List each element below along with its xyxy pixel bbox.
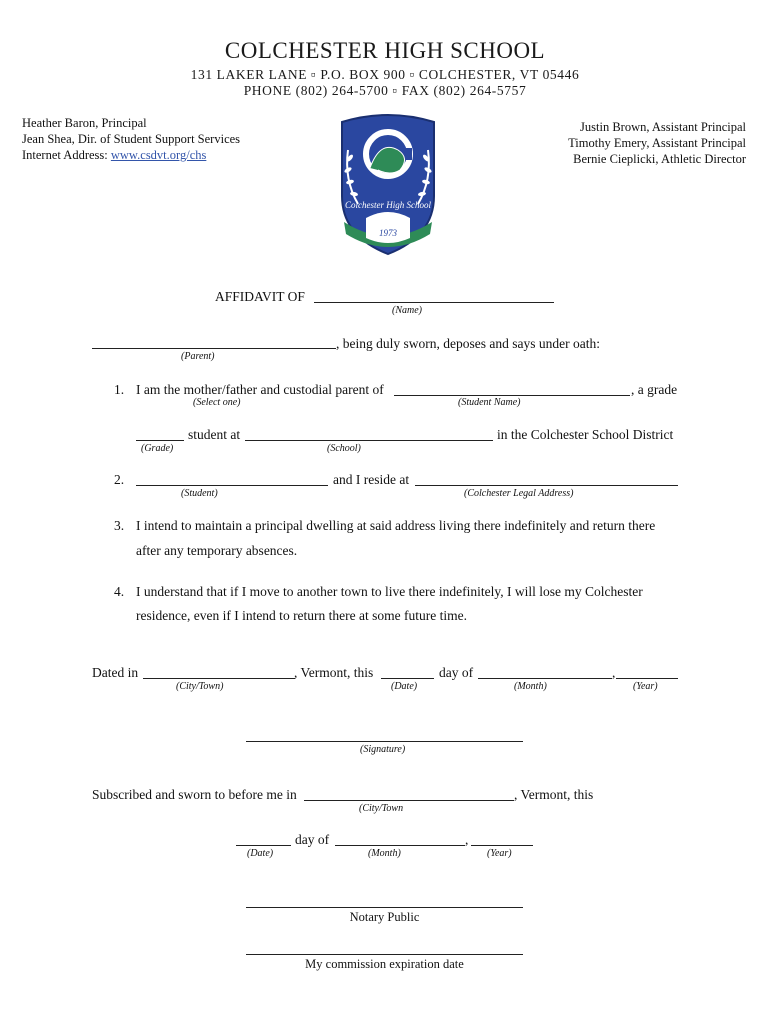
commission-line[interactable] — [246, 954, 523, 955]
signature-line[interactable] — [246, 741, 523, 742]
date-caption: (Date) — [391, 681, 418, 692]
notary-public-label: Notary Public — [349, 910, 420, 924]
assistant-principal-2: Timothy Emery, Assistant Principal — [568, 136, 746, 150]
dated-year-line[interactable] — [616, 678, 678, 679]
dated-month-line[interactable] — [478, 678, 612, 679]
dated-comma: , — [612, 665, 616, 680]
item-3-line-2: after any temporary absences. — [136, 543, 298, 558]
month-caption: (Month) — [514, 681, 547, 692]
grade-line[interactable] — [136, 440, 184, 441]
dated-in-label: Dated in — [92, 665, 139, 680]
parent-caption: (Parent) — [181, 351, 215, 362]
item-2-number: 2. — [114, 472, 125, 487]
city-town-caption: (City/Town) — [176, 681, 224, 692]
sworn-month-line[interactable] — [335, 845, 465, 846]
school-address: 131 LAKER LANE ▫ P.O. BOX 900 ▫ COLCHESTER, VT 05446 — [190, 67, 580, 82]
item-4-number: 4. — [114, 584, 125, 599]
item-4-line-2: residence, even if I intend to return there at some future time. — [136, 608, 467, 623]
sworn-year-line[interactable] — [471, 845, 533, 846]
school-crest-logo — [330, 110, 446, 258]
vermont-this-text: , Vermont, this — [294, 665, 374, 680]
website-link[interactable]: www.csdvt.org/chs — [110, 148, 207, 162]
select-one-caption: (Select one) — [193, 397, 241, 408]
year-caption: (Year) — [633, 681, 658, 692]
parent-line[interactable] — [92, 348, 336, 349]
dated-city-line[interactable] — [143, 678, 295, 679]
year-caption-2: (Year) — [487, 848, 512, 859]
student-services-line: Jean Shea, Dir. of Student Support Services — [22, 132, 241, 146]
reside-at-text: and I reside at — [333, 472, 410, 487]
school-caption: (School) — [327, 443, 361, 454]
day-of-text: day of — [439, 665, 474, 680]
name-caption: (Name) — [392, 305, 422, 316]
logo-year: 1973 — [379, 228, 397, 238]
school-line[interactable] — [245, 440, 493, 441]
student-name-line[interactable] — [394, 395, 630, 396]
subscribed-label: Subscribed and sworn to before me in — [92, 787, 297, 802]
legal-address-caption: (Colchester Legal Address) — [464, 488, 574, 499]
internet-label: Internet Address: — [22, 148, 111, 162]
name-line[interactable] — [314, 302, 554, 303]
student-at-text: student at — [188, 427, 241, 442]
sworn-comma: , — [465, 832, 469, 847]
affidavit-of-label: AFFIDAVIT OF — [215, 289, 305, 304]
item-1-number: 1. — [114, 382, 125, 397]
day-of-text-2: day of — [295, 832, 330, 847]
student-name-caption: (Student Name) — [458, 397, 521, 408]
month-caption-2: (Month) — [368, 848, 401, 859]
staff-left — [22, 115, 240, 163]
item-3-line-1: I intend to maintain a principal dwelling at said address living there indefinitely and return there — [136, 518, 656, 533]
internet-address-line — [22, 147, 240, 163]
school-phone-fax: PHONE (802) 264-5700 ▫ FAX (802) 264-5757 — [243, 83, 527, 98]
student-caption: (Student) — [181, 488, 218, 499]
signature-caption: (Signature) — [360, 744, 406, 755]
staff-right — [568, 119, 746, 167]
legal-address-line[interactable] — [415, 485, 678, 486]
item-3-number: 3. — [114, 518, 125, 533]
student-line[interactable] — [136, 485, 328, 486]
item-1-text: I am the mother/father and custodial parent of — [136, 382, 384, 397]
sworn-date-line[interactable] — [236, 845, 291, 846]
dated-date-line[interactable] — [381, 678, 434, 679]
item-1-grade-text: , a grade — [631, 382, 678, 397]
principal-line: Heather Baron, Principal — [22, 116, 147, 130]
in-district-text: in the Colchester School District — [497, 427, 674, 442]
item-4-line-1: I understand that if I move to another town to live there indefinitely, I will lose my Colchester — [136, 584, 643, 599]
city-town-caption-2: (City/Town — [359, 803, 404, 814]
school-name: COLCHESTER HIGH SCHOOL — [224, 38, 546, 63]
logo-school-name: Colchester High School — [345, 200, 431, 210]
date-caption-2: (Date) — [247, 848, 274, 859]
commission-label: My commission expiration date — [305, 957, 464, 971]
vermont-this-text-2: , Vermont, this — [514, 787, 594, 802]
notary-signature-line[interactable] — [246, 907, 523, 908]
being-sworn-text: , being duly sworn, deposes and says under oath: — [336, 336, 600, 351]
grade-caption: (Grade) — [141, 443, 174, 454]
athletic-director: Bernie Cieplicki, Athletic Director — [573, 152, 746, 166]
subscribed-city-line[interactable] — [304, 800, 514, 801]
assistant-principal-1: Justin Brown, Assistant Principal — [580, 120, 746, 134]
